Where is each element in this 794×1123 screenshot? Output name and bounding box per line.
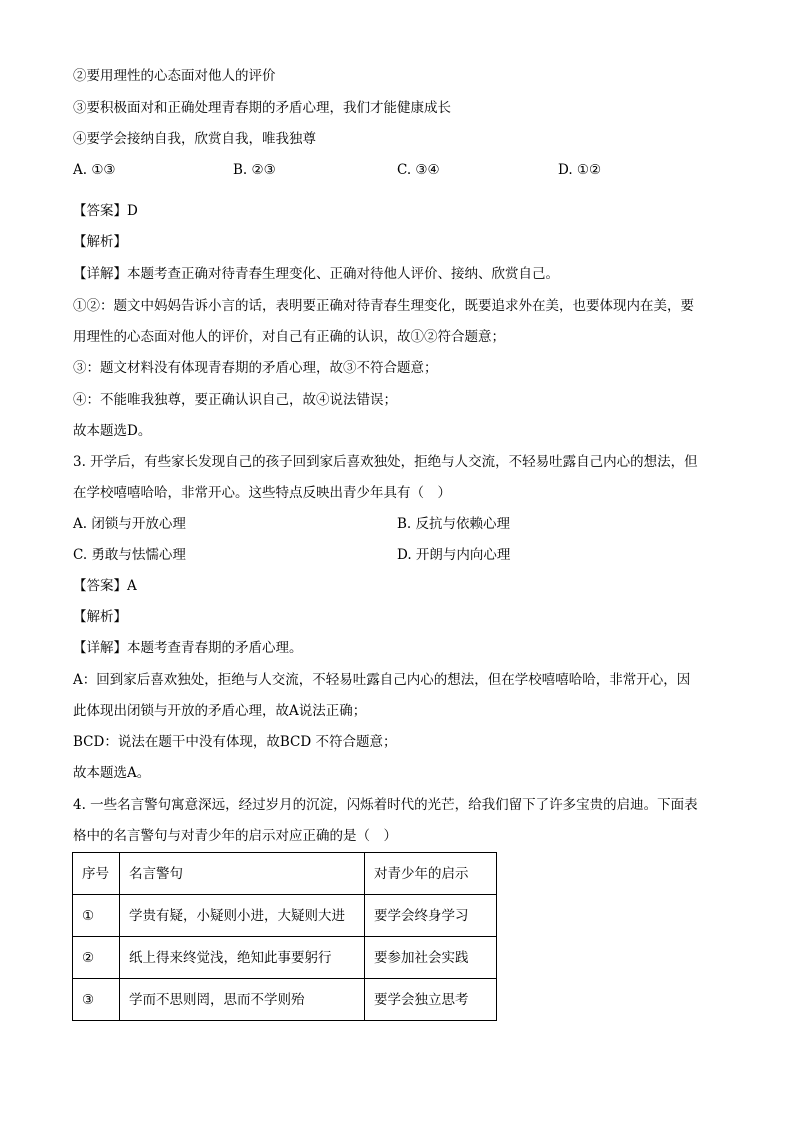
q3-option-d: D. 开朗与内向心理 bbox=[397, 547, 511, 563]
point-3: ③：题文材料没有体现青春期的矛盾心理，故③不符合题意； bbox=[73, 360, 438, 376]
table-row bbox=[73, 937, 497, 979]
cell-quote: 纸上得来终觉浅，绝知此事要躬行 bbox=[120, 937, 365, 979]
q4-stem-line1: 4. 一些名言警句寓意深远，经过岁月的沉淀，闪烁着时代的光芒，给我们留下了许多宝贵的启迪。下面表 bbox=[73, 797, 698, 813]
q3-point-bcd: BCD：说法在题干中没有体现，故BCD 不符合题意； bbox=[73, 734, 397, 750]
table-row bbox=[73, 979, 497, 1021]
statement-2: ②要用理性的心态面对他人的评价 bbox=[73, 68, 276, 84]
quote-table bbox=[72, 852, 497, 1021]
option-b: B. ②③ bbox=[233, 162, 276, 178]
q3-point-a-line2: 此体现出闭锁与开放的矛盾心理，故A说法正确； bbox=[73, 703, 367, 719]
header-index: 序号 bbox=[73, 853, 120, 895]
option-a: A. ①③ bbox=[73, 162, 116, 178]
detail: 【详解】本题考查正确对待青春生理变化、正确对待他人评价、接纳、欣赏自己。 bbox=[73, 266, 559, 282]
header-inspiration: 对青少年的启示 bbox=[365, 853, 497, 895]
q3-stem-line2: 在学校嘻嘻哈哈，非常开心。这些特点反映出青少年具有（ ） bbox=[73, 485, 451, 501]
q3-option-a: A. 闭锁与开放心理 bbox=[73, 516, 186, 532]
cell-inspiration: 要学会独立思考 bbox=[365, 979, 497, 1021]
point-12-line1: ①②：题文中妈妈告诉小言的话，表明要正确对待青春生理变化，既要追求外在美，也要体现内在美，要 bbox=[73, 298, 694, 314]
header-quote: 名言警句 bbox=[120, 853, 365, 895]
option-c: C. ③④ bbox=[397, 162, 440, 178]
cell-inspiration: 要参加社会实践 bbox=[365, 937, 497, 979]
cell-index: ③ bbox=[73, 979, 120, 1021]
q3-option-c: C. 勇敢与怯懦心理 bbox=[73, 547, 186, 563]
q3-conclusion: 故本题选A。 bbox=[73, 765, 151, 781]
q3-answer: 【答案】A bbox=[73, 578, 137, 594]
q3-point-a-line1: A：回到家后喜欢独处，拒绝与人交流，不轻易吐露自己内心的想法，但在学校嘻嘻哈哈，非常开心，因 bbox=[73, 672, 691, 688]
cell-quote: 学而不思则罔，思而不学则殆 bbox=[120, 979, 365, 1021]
cell-index: ① bbox=[73, 895, 120, 937]
table-header-row bbox=[73, 853, 497, 895]
answer: 【答案】D bbox=[73, 203, 138, 219]
analysis-label: 【解析】 bbox=[73, 234, 127, 250]
conclusion: 故本题选D。 bbox=[73, 423, 152, 439]
option-d: D. ①② bbox=[558, 162, 602, 178]
cell-index: ② bbox=[73, 937, 120, 979]
q4-stem-line2: 格中的名言警句与对青少年的启示对应正确的是（ ） bbox=[73, 828, 397, 844]
q3-detail: 【详解】本题考查青春期的矛盾心理。 bbox=[73, 640, 303, 656]
point-12-line2: 用理性的心态面对他人的评价，对自己有正确的认识，故①②符合题意； bbox=[73, 329, 505, 345]
q3-analysis-label: 【解析】 bbox=[73, 609, 127, 625]
q3-stem-line1: 3. 开学后，有些家长发现自己的孩子回到家后喜欢独处，拒绝与人交流，不轻易吐露自己内心的想法，但 bbox=[73, 454, 698, 470]
cell-inspiration: 要学会终身学习 bbox=[365, 895, 497, 937]
statement-4: ④要学会接纳自我，欣赏自我，唯我独尊 bbox=[73, 131, 316, 147]
q3-option-b: B. 反抗与依赖心理 bbox=[397, 516, 511, 532]
cell-quote: 学贵有疑，小疑则小进，大疑则大进 bbox=[120, 895, 365, 937]
statement-3: ③要积极面对和正确处理青春期的矛盾心理，我们才能健康成长 bbox=[73, 100, 451, 116]
table-row bbox=[73, 895, 497, 937]
point-4: ④：不能唯我独尊，要正确认识自己，故④说法错误； bbox=[73, 392, 397, 408]
